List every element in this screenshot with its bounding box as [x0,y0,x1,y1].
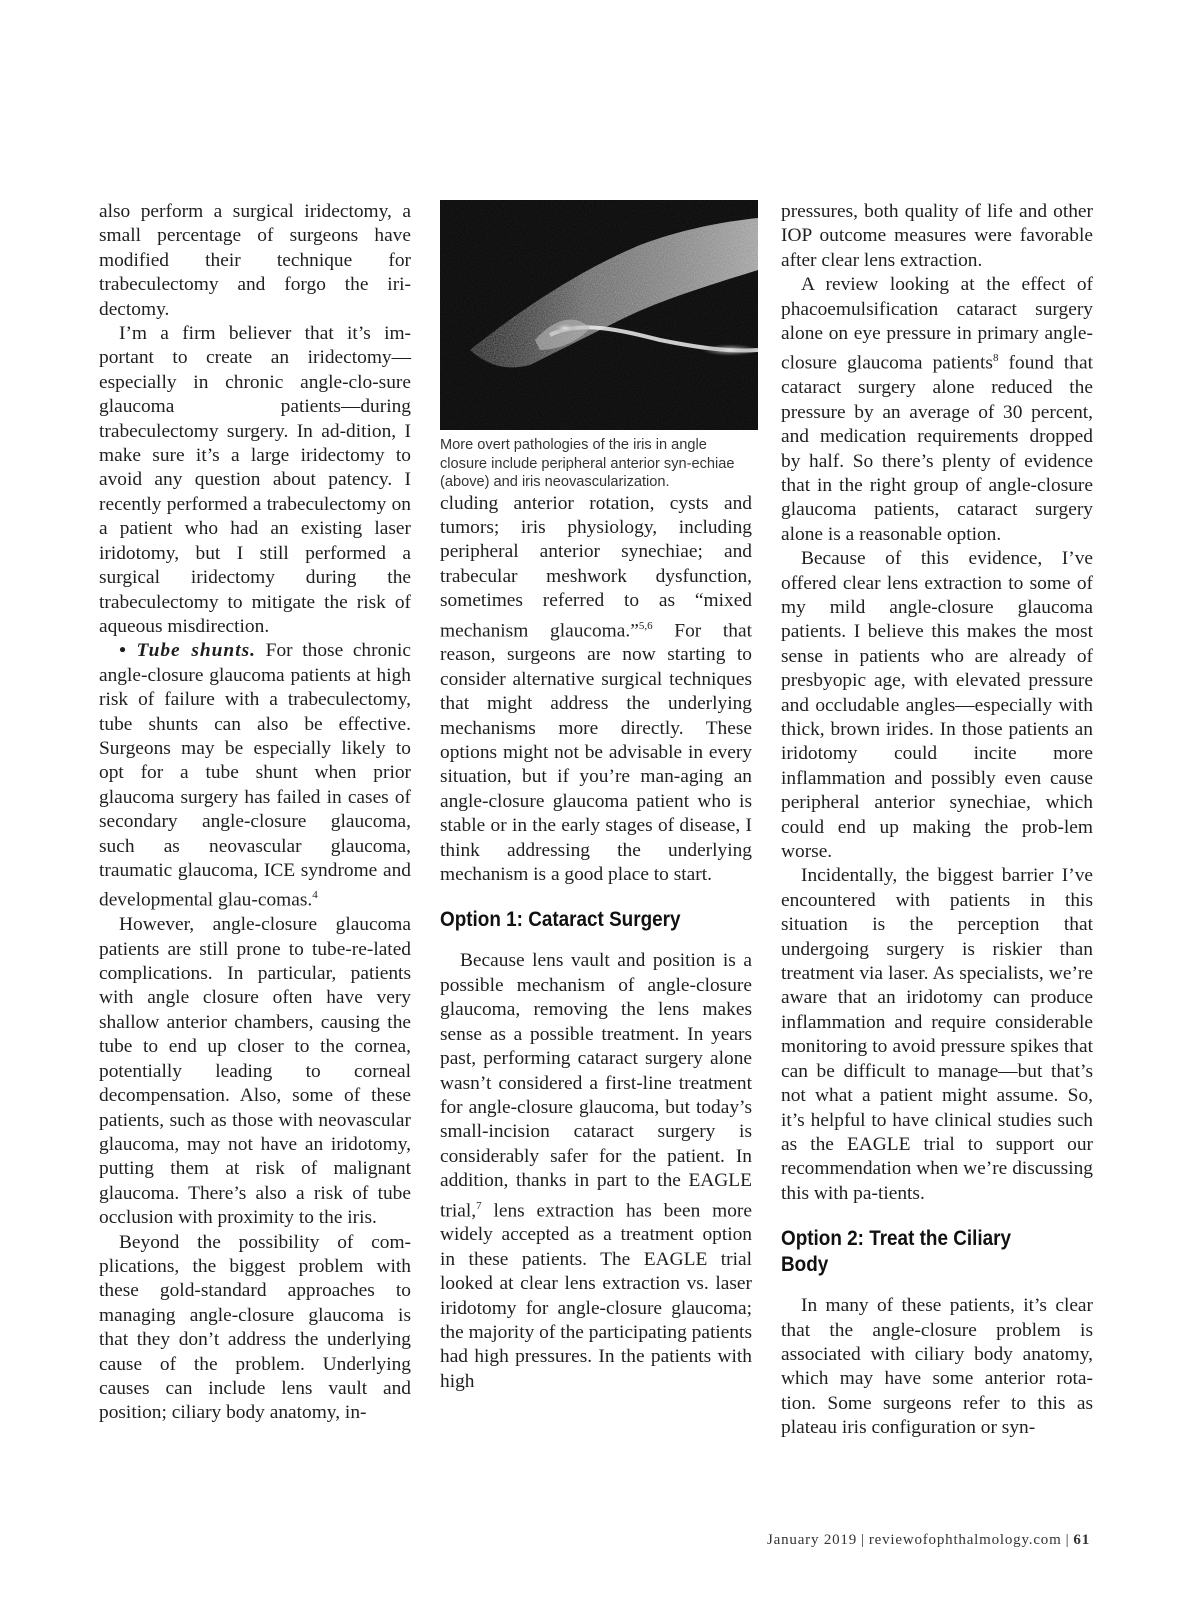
reference: 4 [312,889,318,902]
paragraph: I’m a firm believer that it’s im-portant to create an iridectomy—especially in chronic angle-clo-sure glaucoma patients—during trabeculectomy surgery. In ad-dition, I make sure it’s a large iridectomy to avoid any question about patency. I recently performed a trabeculectomy on a patient who had an existing laser iridotomy, but I still performed a surgical iridectomy during the trabeculectomy to mitigate the risk of aqueous misdirection. [99,323,411,637]
column-middle [440,200,752,1394]
reference: 5,6 [638,619,653,632]
paragraph-text: lens extraction has been more widely accepted as a treatment option in these patients. The EAGLE trial looked at clear lens extraction vs. laser iridotomy for angle-closure glaucoma; the majority of the participating patients had high pressures. In the patients with high [440,1200,752,1392]
bullet-icon: • [119,640,127,662]
paragraph [440,949,752,1394]
paragraph: pressures, both quality of life and other IOP outcome measures were favorable after clear lens extraction. [781,201,1093,271]
column-left [99,200,411,1426]
paragraph-text: For those chronic angle-closure glaucoma patients at high risk of failure with a trabeculectomy, tube shunts can also be effective. Surgeons may be especially likely to opt for a tube shunt when prior glaucoma surgery has failed in cases of secondary angle-closure glaucoma, such as neovascular glaucoma, traumatic glaucoma, ICE syndrome and developmental glau-comas. [99,640,411,911]
bullet-lead: Tube shunts. [136,640,256,662]
reference: 8 [992,352,999,365]
paragraph: However, angle-closure glaucoma patients are still prone to tube-re-lated complications. In particular, patients with angle closure often have very shallow anterior chambers, causing the tube to end up closer to the cornea, potentially leading to corneal decompensation. Also, some of these patients, such as those with neovascular glaucoma, may not have an iridotomy, putting them at risk of malignant glaucoma. There’s also a risk of tube occlusion with proximity to the iris. [99,914,411,1229]
paragraph-text: Because lens vault and position is a possible mechanism of angle-closure glaucoma, removing the lens makes sense as a possible treatment. In years past, performing cataract surgery alone wasn’t considered a first-line treatment for angle-closure glaucoma, but today’s small-incision cataract surgery is considerably safer for the patient. In addition, thanks in part to the EAGLE trial, [440,950,752,1221]
paragraph-text: For that reason, surgeons are now starting to consider alternative surgical techniques that might address the underlying mechanisms more directly. These options might not be advisable in every situation, but if you’re man-aging an angle-closure glaucoma patient who is stable or in the early stages of disease, I think addressing the underlying mechanism is a good place to start. [440,620,752,886]
website-link[interactable]: reviewofophthalmology.com [868,1532,1062,1548]
paragraph-text: A review looking at the effect of phacoemulsification cataract surgery alone on eye pressure in primary angle-closure glaucoma patients [781,274,1093,374]
paragraph: Because of this evidence, I’ve offered clear lens extraction to some of my mild angle-closure glaucoma patients. I believe this makes the most sense in patients who are already of presbyopic age, with elevated pressure and occludable angles—especially with thick, brown irides. In those patients an iridotomy could incite more inflammation and possibly even cause peripheral anterior synechiae, which could end up making the prob-lem worse. [781,548,1093,863]
paragraph: also perform a surgical iridectomy, a small percentage of surgeons have modified their technique for trabeculectomy and forgo the iri-dectomy. [99,201,411,320]
ultrasound-image [440,200,758,430]
page-footer [640,1532,1090,1549]
figure-caption: More overt pathologies of the iris in angle closure include peripheral anterior syn-echiae (above) and iris neovascularization. [440,437,735,490]
paragraph-text: found that cataract surgery alone reduced the pressure by an average of 30 percent, and medication requirements dropped by half. So there’s plenty of evidence that in the right group of angle-closure glaucoma patients, cataract surgery alone is a reasonable option. [781,352,1093,545]
paragraph [781,273,1093,547]
paragraph: Beyond the possibility of com-plications, the biggest problem with these gold-standard approaches to managing angle-closure glaucoma is that they don’t address the underlying cause of the problem. Underlying causes can include lens vault and position; ciliary body anatomy, in- [99,1231,411,1424]
section-heading: Option 2: Treat the Ciliary Body [781,1227,1012,1277]
paragraph: In many of these patients, it’s clear that the angle-closure problem is associated with ciliary body anatomy, which may have some anterior rota-tion. Some surgeons refer to this as plateau iris configuration or syn- [781,1295,1093,1439]
page-number: 61 [1073,1532,1090,1548]
paragraph: Incidentally, the biggest barrier I’ve encountered with patients in this situation is the perception that undergoing surgery is riskier than treatment via laser. As specialists, we’re aware that an iridotomy can produce inflammation and require considerable monitoring to avoid pressure spikes that can be difficult to manage—but that’s not what a patient might assume. So, it’s helpful to have clinical studies such as the EAGLE trial to support our recommendation when we’re discussing this with pa-tients. [781,865,1093,1204]
footer-separator: | [1065,1532,1070,1548]
paragraph-text: cluding anterior rotation, cysts and tumors; iris physiology, including peripheral anterior synechiae; and trabecular meshwork dysfunction, sometimes referred to as “mixed mechanism glaucoma.” [440,492,752,641]
paragraph [99,639,411,913]
section-heading: Option 1: Cataract Surgery [440,908,681,932]
reference: 7 [476,1199,482,1212]
issue-date: January 2019 [767,1532,858,1548]
figure-ultrasound-image [440,200,758,430]
footer-separator: | [861,1532,865,1548]
paragraph [440,492,752,888]
column-right [781,200,1093,1441]
